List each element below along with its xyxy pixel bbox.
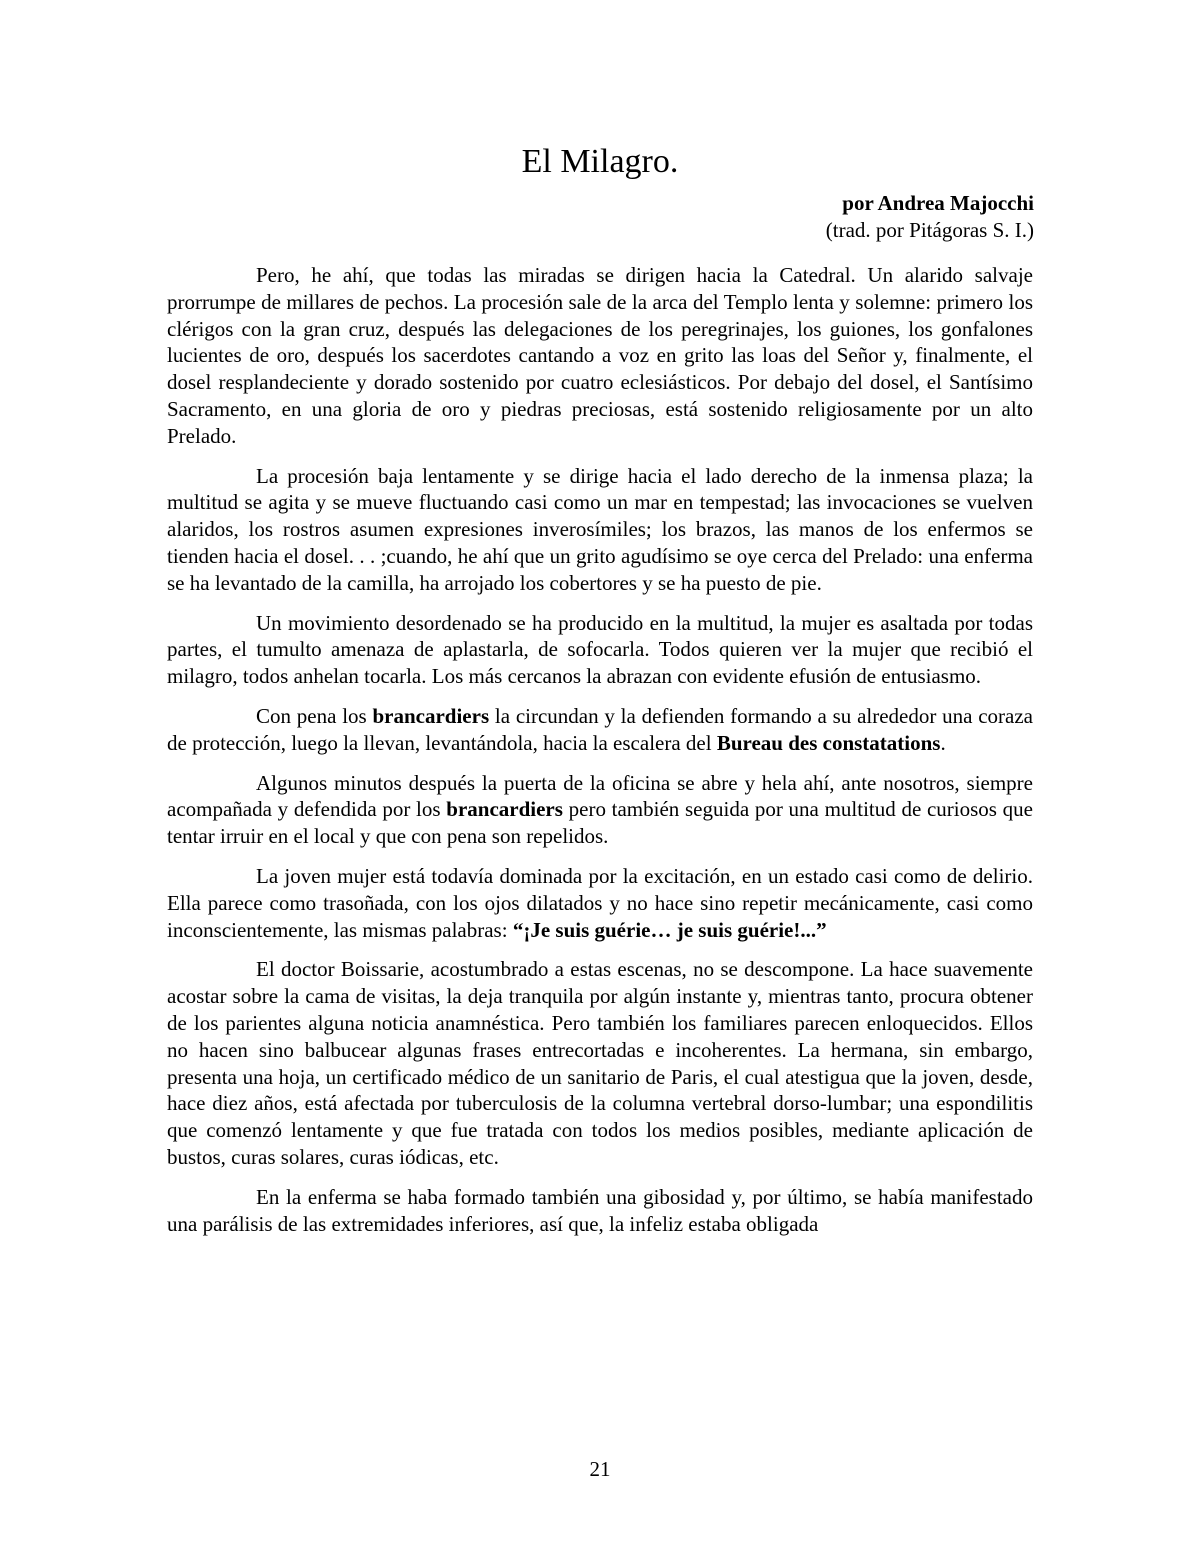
- page-title: El Milagro.: [521, 143, 679, 180]
- text-run: Pero, he ahí, que todas las miradas se dirigen hacia la Catedral. Un alarido salvaje prorrumpe de millares de pechos. La procesión sale de la arca del Templo lenta y solemne: primero los clérigos con la gran cruz, después las delegaciones de los peregrinajes, los guiones, los gonfalones lucientes de oro, después los sacerdotes cantando a voz en grito las loas del Señor y, finalmente, el dosel resplandeciente y dorado sostenido por cuatro eclesiásticos. Por debajo del dosel, el Santísimo Sacramento, en una gloria de oro y piedras preciosas, está sostenido religiosamente por un alto Prelado.: [167, 263, 1033, 448]
- bold-text: “¡Je suis guérie… je suis guérie!...”: [512, 917, 827, 942]
- byline: [826, 190, 1034, 244]
- text-run: La procesión baja lentamente y se dirige hacia el lado derecho de la inmensa plaza; la multitud se agita y se mueve fluctuando casi como un mar en tempestad; las invocaciones se vuelven alaridos, los rostros asumen expresiones inverosímiles; los brazos, las manos de los enfermos se tienden hacia el dosel. . . ;cuando, he ahí que un grito agudísimo se oye cerca del Prelado: una enferma se ha levantado de la camilla, ha arrojado los cobertores y se ha puesto de pie.: [167, 463, 1033, 595]
- paragraph: [167, 610, 1033, 690]
- paragraph: [167, 463, 1033, 597]
- bold-text: brancardiers: [372, 703, 490, 728]
- paragraph: [167, 956, 1033, 1170]
- paragraph: [167, 703, 1033, 757]
- bold-text: brancardiers: [446, 797, 563, 822]
- text-run: El doctor Boissarie, acostumbrado a estas escenas, no se descompone. La hace suavemente acostar sobre la cama de visitas, la deja tranquila por algún instante y, mientras tanto, procura obtener de los parientes alguna noticia anamnéstica. Pero también los familiares parecen enloquecidos. Ellos no hacen sino balbucear algunas frases entrecortadas e incoherentes. La hermana, sin embargo, presenta una hoja, un certificado médico de un sanitario de Paris, el cual atestigua que la joven, desde, hace diez años, está afectada por tuberculosis de la columna vertebral dorso-lumbar; una espondilitis que comenzó lentamente y que fue tratada con todos los medios posibles, mediante aplicación de bustos, curas solares, curas iódicas, etc.: [167, 957, 1033, 1169]
- paragraph: [167, 863, 1033, 943]
- paragraph: [167, 262, 1033, 450]
- text-run: En la enferma se haba formado también una gibosidad y, por último, se había manifestado una parálisis de las extremidades inferiores, así que, la infeliz estaba obligada: [167, 1184, 1033, 1236]
- page-number: 21: [589, 1457, 611, 1481]
- text-run: Algunos minutos después la puerta de la oficina se abre y hela ahí, ante nosotros, siempre acompañada y defendida por los: [167, 770, 1033, 822]
- translator-line: (trad. por Pitágoras S. I.): [825, 218, 1034, 242]
- author-line: por Andrea Majocchi: [842, 191, 1034, 215]
- text-run: .: [940, 730, 946, 755]
- text-run: La joven mujer está todavía dominada por la excitación, en un estado casi como de delirio. Ella parece como trasoñada, con los ojos dilatados y no hace sino repetir mecánicamente, casi como inconscientemente, las mismas palabras:: [167, 863, 1033, 942]
- paragraph: [167, 770, 1033, 850]
- paragraph: [167, 1184, 1033, 1238]
- text-run: Con pena los: [256, 703, 373, 728]
- text-run: pero también seguida por una multitud de curiosos que tentar irruir en el local y que con pena son repelidos.: [167, 797, 1033, 849]
- body-text: [167, 262, 1033, 1250]
- text-run: Un movimiento desordenado se ha producido en la multitud, la mujer es asaltada por todas partes, el tumulto amenaza de aplastarla, de sofocarla. Todos quieren ver la mujer que recibió el milagro, todos anhelan tocarla. Los más cercanos la abrazan con evidente efusión de entusiasmo.: [167, 610, 1033, 689]
- text-run: la circundan y la defienden formando a su alrededor una coraza de protección, luego la llevan, levantándola, hacia la escalera del: [167, 703, 1034, 755]
- bold-text: Bureau des constatations: [716, 730, 941, 755]
